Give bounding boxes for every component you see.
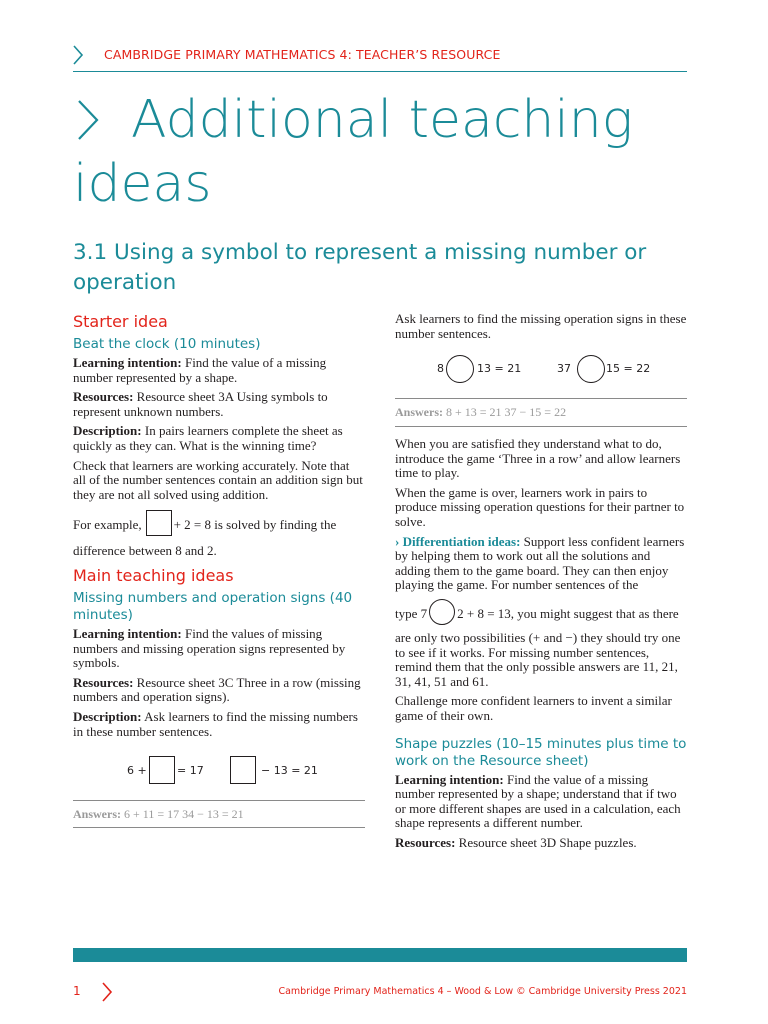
paragraph: are only two possibilities (+ and −) they should try one to see if it works. For missing number sentences, remind them that the only possible answers are 11, 21, 31, 41, 51 and 61.	[395, 629, 681, 689]
missing-operation-circle	[577, 355, 605, 383]
answers: Answers: 8 + 13 = 21 37 − 15 = 22	[395, 405, 567, 419]
learning-intention: Learning intention: Find the value of a missing number represented by a shape.	[73, 355, 327, 385]
challenge-paragraph: Challenge more confident learners to invent a similar game of their own.	[395, 693, 672, 723]
starter-heading: Starter idea	[73, 312, 168, 331]
answers-divider	[73, 827, 365, 828]
learning-intention-2: Learning intention: Find the values of missing numbers and missing operation signs represented by symbols.	[73, 626, 346, 671]
left-column	[73, 312, 363, 564]
chevron-right-icon: ›	[395, 533, 400, 549]
series-header: CAMBRIDGE PRIMARY MATHEMATICS 4: TEACHER’S RESOURCE	[104, 47, 501, 62]
chevron-right-icon	[72, 44, 84, 66]
answers-divider	[395, 426, 687, 427]
left-main	[73, 566, 365, 744]
example-line: For example, + 2 = 8 is solved by finding the	[73, 510, 363, 536]
equation-text: − 13 = 21	[261, 764, 318, 777]
equation-text: 6 +	[127, 764, 147, 777]
paragraph: When the game is over, learners work in pairs to produce missing operation questions for their partner to solve.	[395, 484, 685, 529]
right-column	[395, 437, 687, 855]
missing-number-box	[146, 510, 172, 536]
equation-text: = 17	[177, 764, 204, 777]
missing-operation-circle	[446, 355, 474, 383]
differentiation-ideas: › Differentiation ideas: Support less confident learners by helping them to work out all the solutions and adding them to the game board. They can then enjoy playing the game. For number sentences of the	[395, 533, 685, 593]
example-end: difference between 8 and 2.	[73, 543, 217, 559]
section-title: 3.1 Using a symbol to represent a missing number or operation	[73, 240, 647, 295]
missing-operation-circle	[429, 599, 455, 625]
answers-divider	[395, 398, 687, 399]
page-title: Additional teaching ideas	[73, 90, 633, 214]
missing-number-box	[149, 756, 175, 784]
answers-divider	[73, 800, 365, 801]
learning-intention-3: Learning intention: Find the value of a missing number represented by a shape; understand that if two or more different shapes are used in a calculation, each shape represents a different number.	[395, 771, 681, 831]
equation-text: 13 = 21	[477, 362, 522, 375]
type-line: type 7 2 + 8 = 13, you might suggest that as there	[395, 599, 687, 625]
resources-3: Resources: Resource sheet 3D Shape puzzles.	[395, 834, 637, 850]
missing-number-box	[230, 756, 256, 784]
equation-text: 15 = 22	[606, 362, 651, 375]
resources-2: Resources: Resource sheet 3C Three in a row (missing numbers and operation signs).	[73, 674, 361, 705]
intro-paragraph: Ask learners to find the missing operation signs in these number sentences.	[395, 311, 687, 341]
description: Description: In pairs learners complete the sheet as quickly as they can. What is the winning time?	[73, 423, 343, 453]
shape-puzzles-heading: Shape puzzles (10–15 minutes plus time to work on the Resource sheet)	[395, 735, 687, 769]
paragraph: When you are satisfied they understand what to do, introduce the game ‘Three in a row’ and allow learners time to play.	[395, 436, 681, 481]
beat-the-clock-heading: Beat the clock (10 minutes)	[73, 336, 261, 352]
answers: Answers: 6 + 11 = 17 34 − 13 = 21	[73, 807, 244, 821]
main-teaching-heading: Main teaching ideas	[73, 566, 234, 585]
description-2: Description: Ask learners to find the missing numbers in these number sentences.	[73, 708, 358, 739]
equation-text: 8	[437, 362, 444, 375]
chevron-right-icon	[101, 981, 113, 1003]
resources: Resources: Resource sheet 3A Using symbols to represent unknown numbers.	[73, 389, 328, 419]
right-intro	[395, 312, 687, 346]
footer-bar	[73, 948, 687, 962]
check-paragraph: Check that learners are working accurately. Note that all of the number sentences contain an addition sign but they are not all solved using addition.	[73, 457, 363, 502]
missing-numbers-heading: Missing numbers and operation signs (40 minutes)	[73, 590, 353, 623]
page-number: 1	[73, 984, 81, 998]
header-divider	[73, 71, 687, 72]
footer-credit: Cambridge Primary Mathematics 4 – Wood & Low © Cambridge University Press 2021	[278, 986, 687, 997]
equation-text: 37	[557, 362, 571, 375]
